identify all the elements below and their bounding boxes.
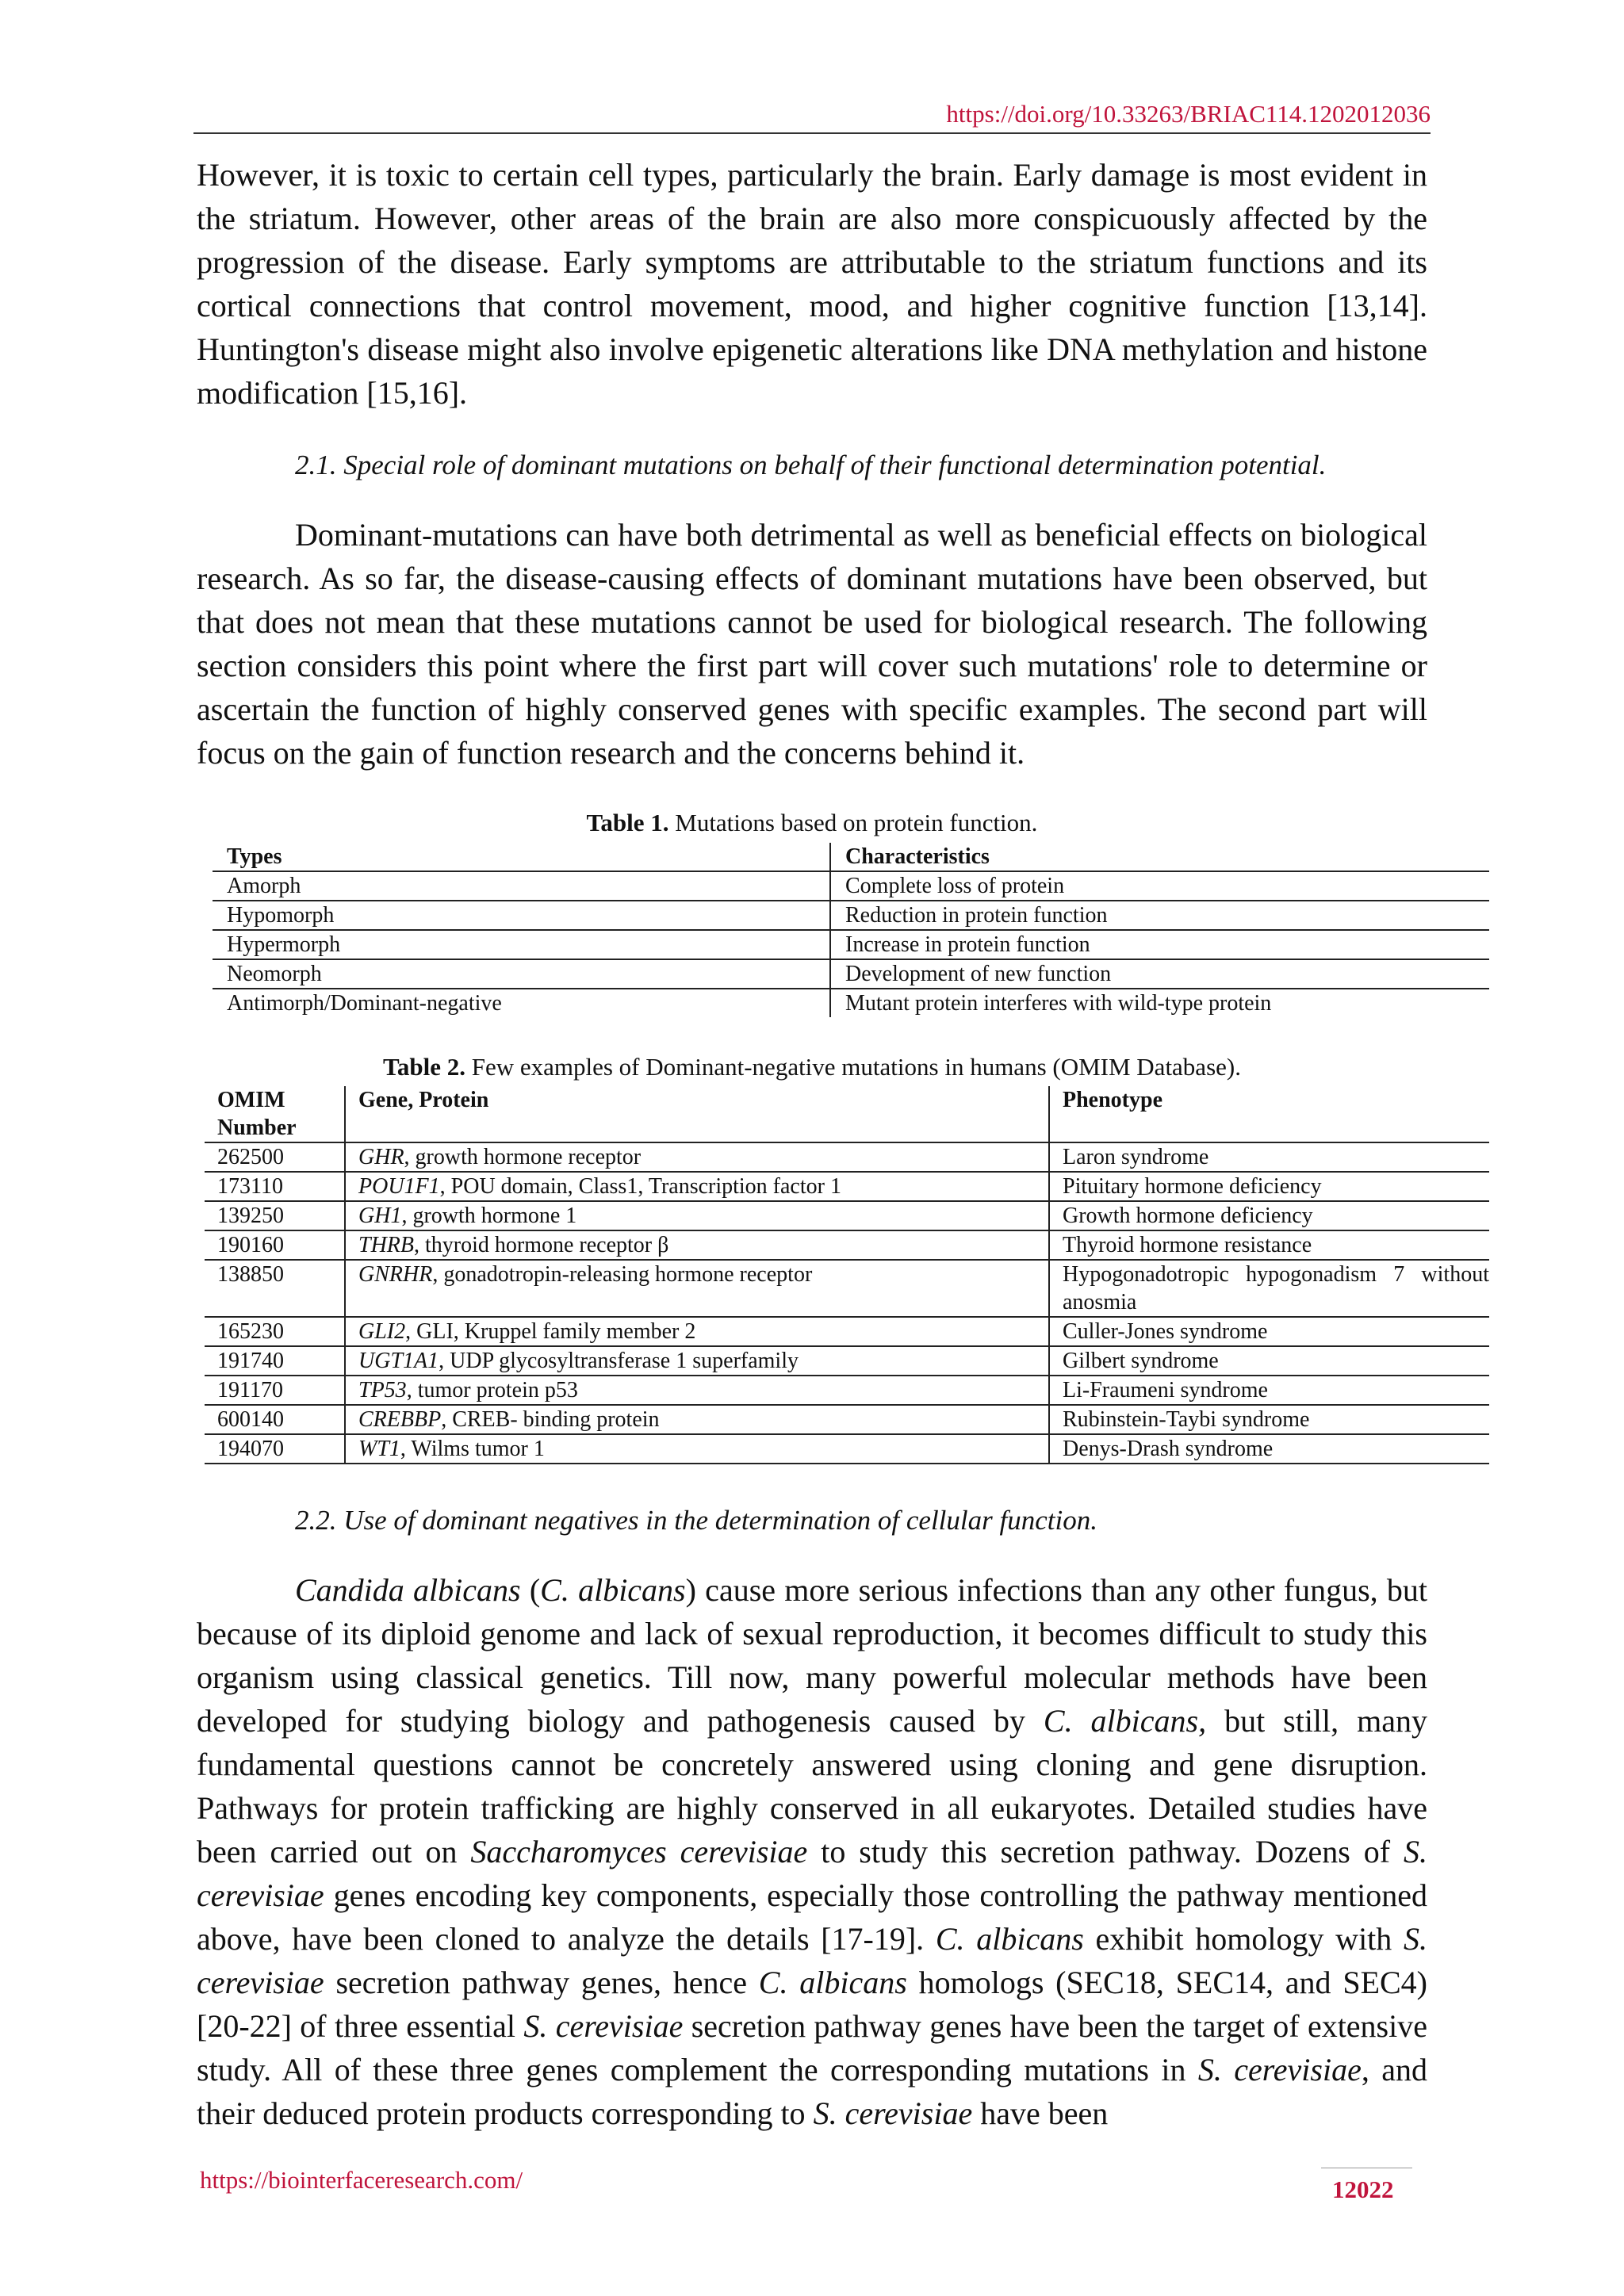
omim-number: 190160 <box>205 1230 345 1260</box>
gene-symbol: GLI2 <box>358 1319 406 1344</box>
text-run: but still, many fundamental questions cannot be concretely answered using cloning and gene disruption. Pathways for protein trafficking are highly conserved in all eukaryotes. Detailed studies have been carried out on <box>197 1703 1427 1869</box>
protein-name: , thyroid hormone receptor β <box>414 1233 669 1257</box>
table-row <box>205 1201 1489 1230</box>
table-row <box>213 930 1489 959</box>
italic-text-run: S. cerevisiae <box>1197 2052 1362 2087</box>
table1-caption <box>0 809 1624 837</box>
table-row <box>205 1142 1489 1172</box>
text-run: , and their deduced protein products corresponding to <box>197 2052 1427 2131</box>
table-row <box>205 1376 1489 1405</box>
header-rule <box>193 132 1431 134</box>
phenotype: Rubinstein-Taybi syndrome <box>1049 1405 1489 1434</box>
table1-cell: Development of new function <box>830 959 1489 989</box>
gene-symbol: CREBBP <box>358 1407 442 1432</box>
italic-text-run: S. cerevisiae <box>813 2095 973 2131</box>
omim-number: 165230 <box>205 1317 345 1346</box>
table1-cell: Reduction in protein function <box>830 901 1489 930</box>
italic-text-run: S. cerevisiae <box>197 1834 1428 1913</box>
protein-name: , growth hormone 1 <box>401 1203 577 1228</box>
table1-cell: Hypomorph <box>213 901 830 930</box>
phenotype: Thyroid hormone resistance <box>1049 1230 1489 1260</box>
protein-name: , gonadotropin-releasing hormone receptor <box>432 1262 813 1287</box>
italic-text-run: C. albicans <box>758 1965 907 2000</box>
gene-protein <box>345 1346 1049 1376</box>
text-run: ) cause more serious infections than any other fungus, but because of its diploid genome and lack of sexual reproduction, it becomes difficult to study this organism using classical genetics. Till now, many powerful molecular methods have been developed for studying biology and pathogenesis caused by <box>197 1572 1427 1739</box>
table-row <box>205 1405 1489 1434</box>
gene-protein <box>345 1260 1049 1317</box>
table1-cell: Antimorph/Dominant-negative <box>227 991 502 1016</box>
gene-symbol: GH1 <box>358 1203 402 1228</box>
protein-name: , tumor protein p53 <box>406 1378 578 1402</box>
table2-header-phenotype: Phenotype <box>1049 1086 1489 1142</box>
italic-text-run: C. albicans, <box>1043 1703 1207 1739</box>
intro-paragraph: However, it is toxic to certain cell types, particularly the brain. Early damage is most evident in the striatum. However, other areas of the brain are also more conspicuously affected by the progression of the disease. Early symptoms are attributable to the striatum functions and its cortical connections that control movement, mood, and higher cognitive function [13,14]. Huntington's disease might also involve epigenetic alterations like DNA methylation and histone modification [15,16]. <box>197 157 1427 411</box>
doi-link[interactable]: https://doi.org/10.33263/BRIAC114.1202012036 <box>946 100 1431 128</box>
gene-protein <box>345 1376 1049 1405</box>
table2-caption <box>0 1053 1624 1081</box>
gene-protein <box>345 1434 1049 1464</box>
table1 <box>213 843 1489 1017</box>
table1-cell: Hypermorph <box>213 930 830 959</box>
section-2-1-body <box>197 513 1427 775</box>
table1-cell: Neomorph <box>213 959 830 989</box>
table2-label: Table 2. <box>383 1053 465 1081</box>
gene-protein <box>345 1230 1049 1260</box>
gene-protein <box>345 1172 1049 1201</box>
gene-protein <box>345 1201 1049 1230</box>
table2-header-omim: OMIM Number <box>205 1086 345 1142</box>
page-number: 12022 <box>1332 2175 1394 2203</box>
gene-symbol: TP53 <box>358 1378 407 1402</box>
table1-cell: Mutant protein interferes with wild-type protein <box>830 989 1489 1017</box>
italic-text-run: C. albicans <box>935 1921 1084 1957</box>
table-row <box>205 1434 1489 1464</box>
table1-header-row <box>213 843 1489 871</box>
omim-number: 194070 <box>205 1434 345 1464</box>
protein-name: , UDP glycosyltransferase 1 superfamily <box>439 1349 799 1373</box>
gene-protein <box>345 1317 1049 1346</box>
phenotype: Denys-Drash syndrome <box>1049 1434 1489 1464</box>
table-row <box>213 989 1489 1017</box>
section-2-2-paragraph <box>197 1568 1427 2135</box>
phenotype: Growth hormone deficiency <box>1049 1201 1489 1230</box>
protein-name: , Wilms tumor 1 <box>400 1437 545 1461</box>
text-run: homologs (SEC18, SEC14, and SEC4) [20-22] of three essential <box>197 1965 1427 2044</box>
table1-cell: Complete loss of protein <box>830 871 1489 901</box>
phenotype: Laron syndrome <box>1049 1142 1489 1172</box>
gene-symbol: GHR <box>358 1145 404 1169</box>
table-row <box>213 959 1489 989</box>
table-row <box>205 1317 1489 1346</box>
text-run: have been <box>972 2095 1109 2131</box>
table1-header-types: Types <box>213 843 830 871</box>
omim-number: 138850 <box>205 1260 345 1317</box>
table2 <box>205 1086 1489 1464</box>
omim-number: 139250 <box>205 1201 345 1230</box>
text-run: to study this secretion pathway. Dozens of <box>807 1834 1404 1869</box>
italic-text-run: Saccharomyces cerevisiae <box>470 1834 808 1869</box>
omim-number: 262500 <box>205 1142 345 1172</box>
intro-section <box>197 153 1427 415</box>
table2-header-gene: Gene, Protein <box>345 1086 1049 1142</box>
table-row <box>213 871 1489 901</box>
phenotype: Hypogonadotropic hypogonadism 7 without anosmia <box>1049 1260 1489 1317</box>
table1-label: Table 1. <box>586 809 669 836</box>
gene-symbol: THRB <box>358 1233 414 1257</box>
table1-caption-text: Mutations based on protein function. <box>668 809 1038 836</box>
gene-symbol: UGT1A1 <box>358 1349 439 1373</box>
italic-text-run: Candida albicans <box>295 1572 521 1608</box>
phenotype: Gilbert syndrome <box>1049 1346 1489 1376</box>
text-run: genes encoding key components, especially those controlling the pathway mentioned above, have been cloned to analyze the details [17-19]. <box>197 1877 1427 1957</box>
text-run: secretion pathway genes have been the target of extensive study. All of these three genes complement the corresponding mutations in <box>197 2008 1427 2087</box>
protein-name: , GLI, Kruppel family member 2 <box>405 1319 696 1344</box>
table1-header-characteristics: Characteristics <box>830 843 1489 871</box>
table1-cell: Amorph <box>213 871 830 901</box>
text-run: ( <box>520 1572 541 1608</box>
omim-number: 191170 <box>205 1376 345 1405</box>
table-row <box>205 1260 1489 1317</box>
gene-protein <box>345 1405 1049 1434</box>
gene-symbol: POU1F1 <box>358 1174 440 1199</box>
table-row <box>205 1346 1489 1376</box>
phenotype: Pituitary hormone deficiency <box>1049 1172 1489 1201</box>
italic-text-run: C. albicans <box>540 1572 686 1608</box>
section-2-1-paragraph: Dominant-mutations can have both detrimental as well as beneficial effects on biological research. As so far, the disease-causing effects of dominant mutations have been observed, but that does not mean that these mutations cannot be used for biological research. The following section considers this point where the first part will cover such mutations' role to determine or ascertain the function of highly conserved genes with specific examples. The second part will focus on the gain of function research and the concerns behind it. <box>197 517 1427 771</box>
phenotype: Culler-Jones syndrome <box>1049 1317 1489 1346</box>
table2-caption-text: Few examples of Dominant-negative mutations in humans (OMIM Database). <box>465 1053 1241 1081</box>
gene-symbol: WT1 <box>358 1437 400 1461</box>
text-run: secretion pathway genes, hence <box>324 1965 759 2000</box>
text-run: exhibit homology with <box>1083 1921 1404 1957</box>
omim-number: 191740 <box>205 1346 345 1376</box>
phenotype: Li-Fraumeni syndrome <box>1049 1376 1489 1405</box>
omim-number: 600140 <box>205 1405 345 1434</box>
gene-symbol: GNRHR <box>358 1262 433 1287</box>
italic-text-run: S. cerevisiae <box>197 1921 1427 2000</box>
italic-text-run: S. cerevisiae <box>523 2008 684 2044</box>
gene-protein <box>345 1142 1049 1172</box>
table2-header-row <box>205 1086 1489 1142</box>
protein-name: , growth hormone receptor <box>404 1145 642 1169</box>
section-2-2-body <box>197 1568 1427 2135</box>
section-2-1-heading: 2.1. Special role of dominant mutations on behalf of their functional determination potential. <box>295 450 1327 480</box>
protein-name: , POU domain, Class1, Transcription factor 1 <box>439 1174 841 1199</box>
protein-name: , CREB- binding protein <box>441 1407 660 1432</box>
table-row <box>205 1172 1489 1201</box>
footer-url[interactable]: https://biointerfaceresearch.com/ <box>200 2166 523 2194</box>
omim-number: 173110 <box>205 1172 345 1201</box>
table-row <box>205 1230 1489 1260</box>
table1-cell: Increase in protein function <box>830 930 1489 959</box>
table-row <box>213 901 1489 930</box>
section-2-2-heading: 2.2. Use of dominant negatives in the determination of cellular function. <box>295 1505 1097 1536</box>
